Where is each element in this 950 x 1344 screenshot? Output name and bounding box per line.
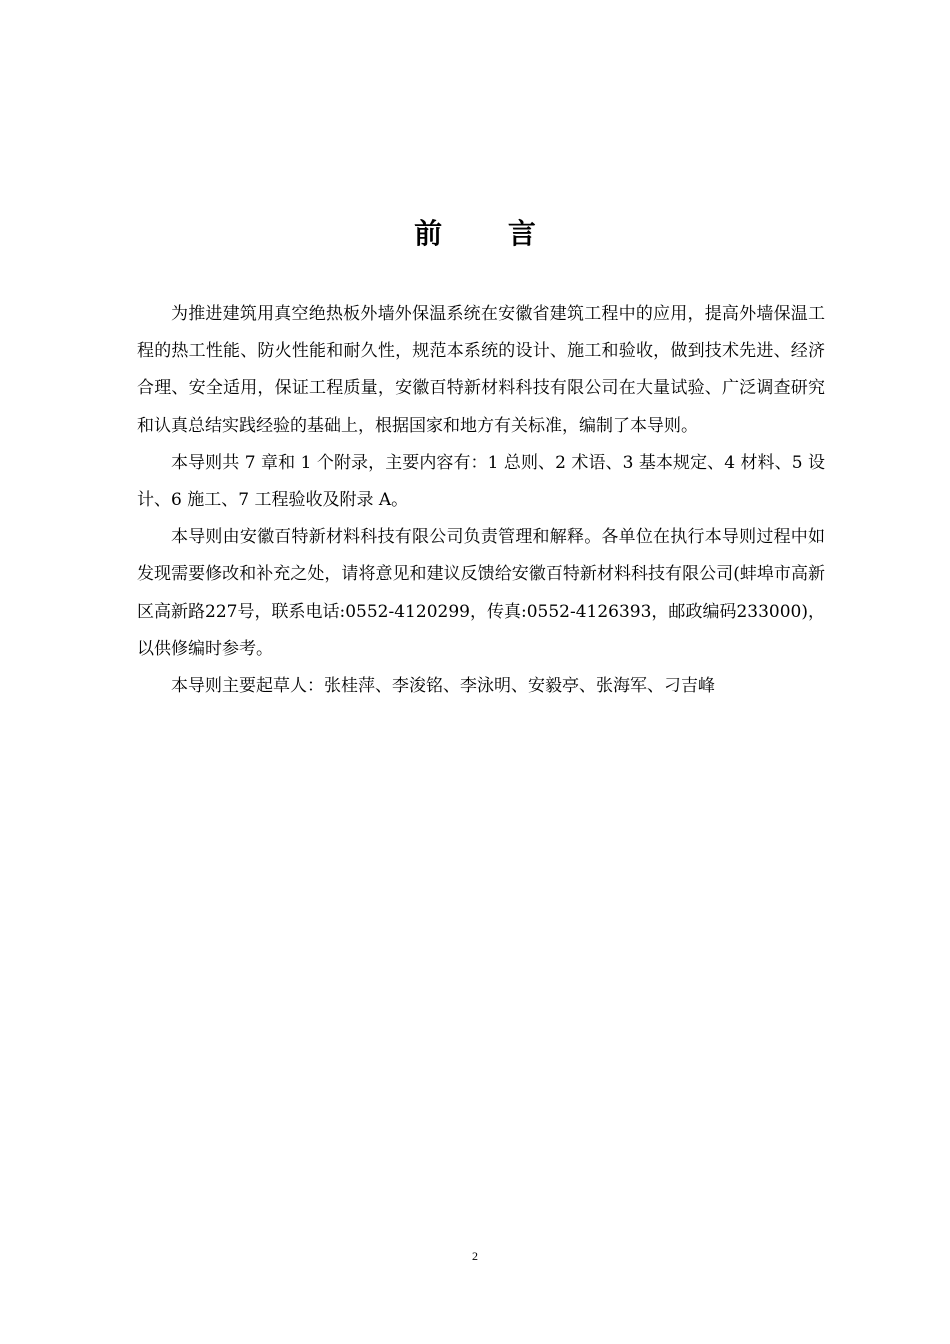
page-number: 2 bbox=[472, 1249, 478, 1263]
preface-paragraph-management: 本导则由安徽百特新材料科技有限公司负责管理和解释。各单位在执行本导则过程中如发现需要修改和补充之处，请将意见和建议反馈给安徽百特新材料科技有限公司(蚌埠市高新区高新路227号，联系电话:0552-4120299，传真:0552-4126393，邮政编码233000)，以供修编时参考。 bbox=[137, 527, 825, 659]
preface-paragraph-contents: 本导则共 7 章和 1 个附录，主要内容有：1 总则、2 术语、3 基本规定、4 材料、5 设计、6 施工、7 工程验收及附录 A。 bbox=[137, 452, 825, 511]
preface-body bbox=[137, 296, 825, 705]
preface-paragraph-purpose: 为推进建筑用真空绝热板外墙外保温系统在安徽省建筑工程中的应用，提高外墙保温工程的热工性能、防火性能和耐久性，规范本系统的设计、施工和验收，做到技术先进、经济合理、安全适用，保证工程质量，安徽百特新材料科技有限公司在大量试验、广泛调查研究和认真总结实践经验的基础上，根据国家和地方有关标准，编制了本导则。 bbox=[137, 304, 825, 436]
preface-paragraph-drafters: 本导则主要起草人：张桂萍、李浚铭、李泳明、安毅亭、张海军、刁吉峰 bbox=[171, 676, 715, 697]
page-title: 前 言 bbox=[414, 217, 564, 250]
